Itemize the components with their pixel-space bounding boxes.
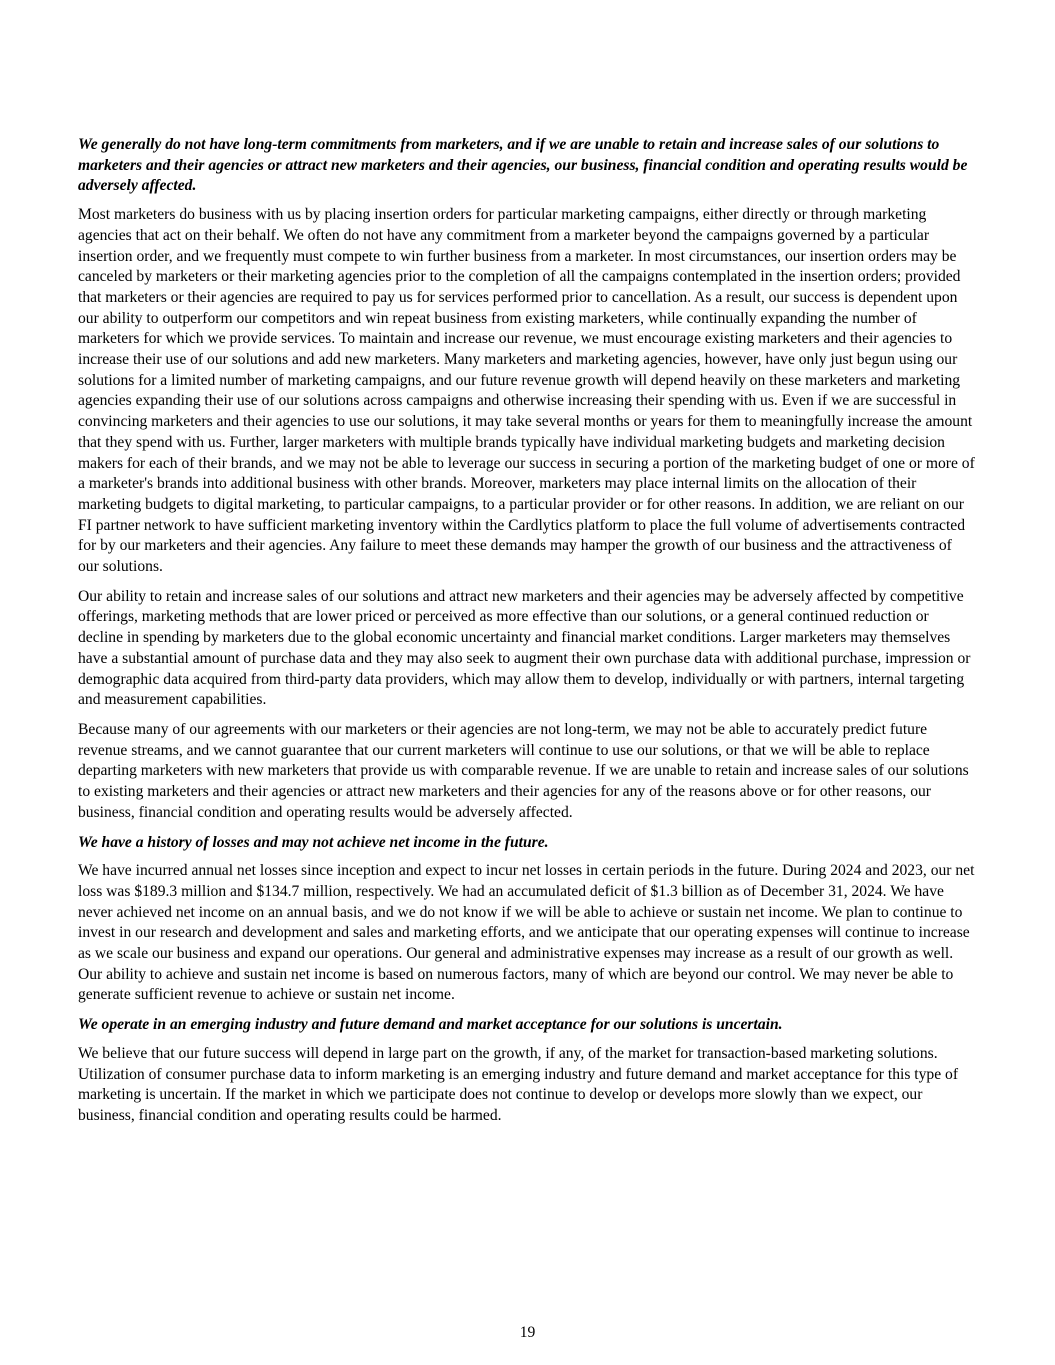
body-paragraph: Our ability to retain and increase sales of our solutions and attract new marketers and their agencies may be adversely affected by competitive offerings, marketing methods that are lower priced or perceived as more effective than our solutions, or a general continued reduction or decline in spending by marketers due to the global economic uncertainty and financial market conditions. Larger marketers may themselves have a substantial amount of purchase data and they may also seek to augment their own purchase data with additional purchase, impression or demographic data acquired from third-party data providers, which may allow them to develop, individually or with partners, internal targeting and measurement capabilities. [78,587,971,709]
body-paragraph: Most marketers do business with us by placing insertion orders for particular marketing campaigns, either directly or through marketing agencies that act on their behalf. We often do not have any commitment from a marketer beyond the campaigns governed by a particular insertion order, and we frequently must compete to win further business from a marketer. In most circumstances, our insertion orders may be canceled by marketers or their marketing agencies prior to the completion of all the campaigns contemplated in the insertion orders; provided that marketers or their agencies are required to pay us for services performed prior to cancellation. As a result, our success is dependent upon our ability to outperform our competitors and win repeat business from existing marketers, while continually expanding the number of marketers for which we provide services. To maintain and increase our revenue, we must encourage existing marketers and their agencies to increase their use of our solutions and add new marketers. Many marketers and marketing agencies, however, have only just begun using our solutions for a limited number of marketing campaigns, and our future revenue growth will depend heavily on these marketers and marketing agencies expanding their use of our solutions across campaigns and otherwise increasing their spending with us. Even if we are successful in convincing marketers and their agencies to use our solutions, it may take several months or years for them to meaningfully increase the amount that they spend with us. Further, larger marketers with multiple brands typically have individual marketing budgets and marketing decision makers for each of their brands, and we may not be able to leverage our success in securing a portion of the marketing budget of one or more of a marketer's brands into additional business with other brands. Moreover, marketers may place internal limits on the allocation of their marketing budgets to digital marketing, to particular campaigns, to a particular provider or for other reasons. In addition, we are reliant on our FI partner network to have sufficient marketing inventory within the Cardlytics platform to place the full volume of advertisements contracted for by our marketers and their agencies. Any failure to meet these demands may hamper the growth of our business and the attractiveness of our solutions. [78,206,975,576]
body-paragraph: Because many of our agreements with our marketers or their agencies are not long-term, we may not be able to accurately predict future revenue streams, and we cannot guarantee that our current marketers will continue to use our solutions, or that we will be able to replace departing marketers with new marketers that provide us with comparable revenue. If we are unable to retain and increase sales of our solutions to existing marketers and their agencies or attract new marketers and their agencies for any of the reasons above or for other reasons, our business, financial condition and operating results would be adversely affected. [78,720,969,821]
body-paragraph: We have incurred annual net losses since inception and expect to incur net losses in certain periods in the future. During 2024 and 2023, our net loss was $189.3 million and $134.7 million, respectively. We had an accumulated deficit of $1.3 billion as of December 31, 2024. We have never achieved net income on an annual basis, and we do not know if we will be able to achieve or sustain net income. We plan to continue to invest in our research and development and sales and marketing efforts, and we anticipate that our operating expenses will continue to increase as we scale our business and expand our operations. Our general and administrative expenses may increase as a result of our growth as well. Our ability to achieve and sustain net income is based on numerous factors, many of which are beyond our control. We may never be able to generate sufficient revenue to achieve or sustain net income. [78,862,975,1004]
risk-factor-heading: We generally do not have long-term commitments from marketers, and if we are unable to retain and increase sales of our solutions to marketers and their agencies or attract new marketers and their agencies, our business, financial condition and operating results would be adversely affected. [78,136,968,195]
body-paragraph: We believe that our future success will depend in large part on the growth, if any, of the market for transaction-based marketing solutions. Utilization of consumer purchase data to inform marketing is an emerging industry and future demand and market acceptance for this type of marketing is uncertain. If the market in which we participate does not continue to develop or develops more slowly than we expect, our business, financial condition and operating results could be harmed. [78,1044,959,1124]
page-content [78,135,976,1136]
risk-factor-heading: We operate in an emerging industry and future demand and market acceptance for our solutions is uncertain. [78,1016,783,1034]
risk-factor-heading: We have a history of losses and may not achieve net income in the future. [78,833,549,851]
page-number: 19 [519,1324,536,1341]
